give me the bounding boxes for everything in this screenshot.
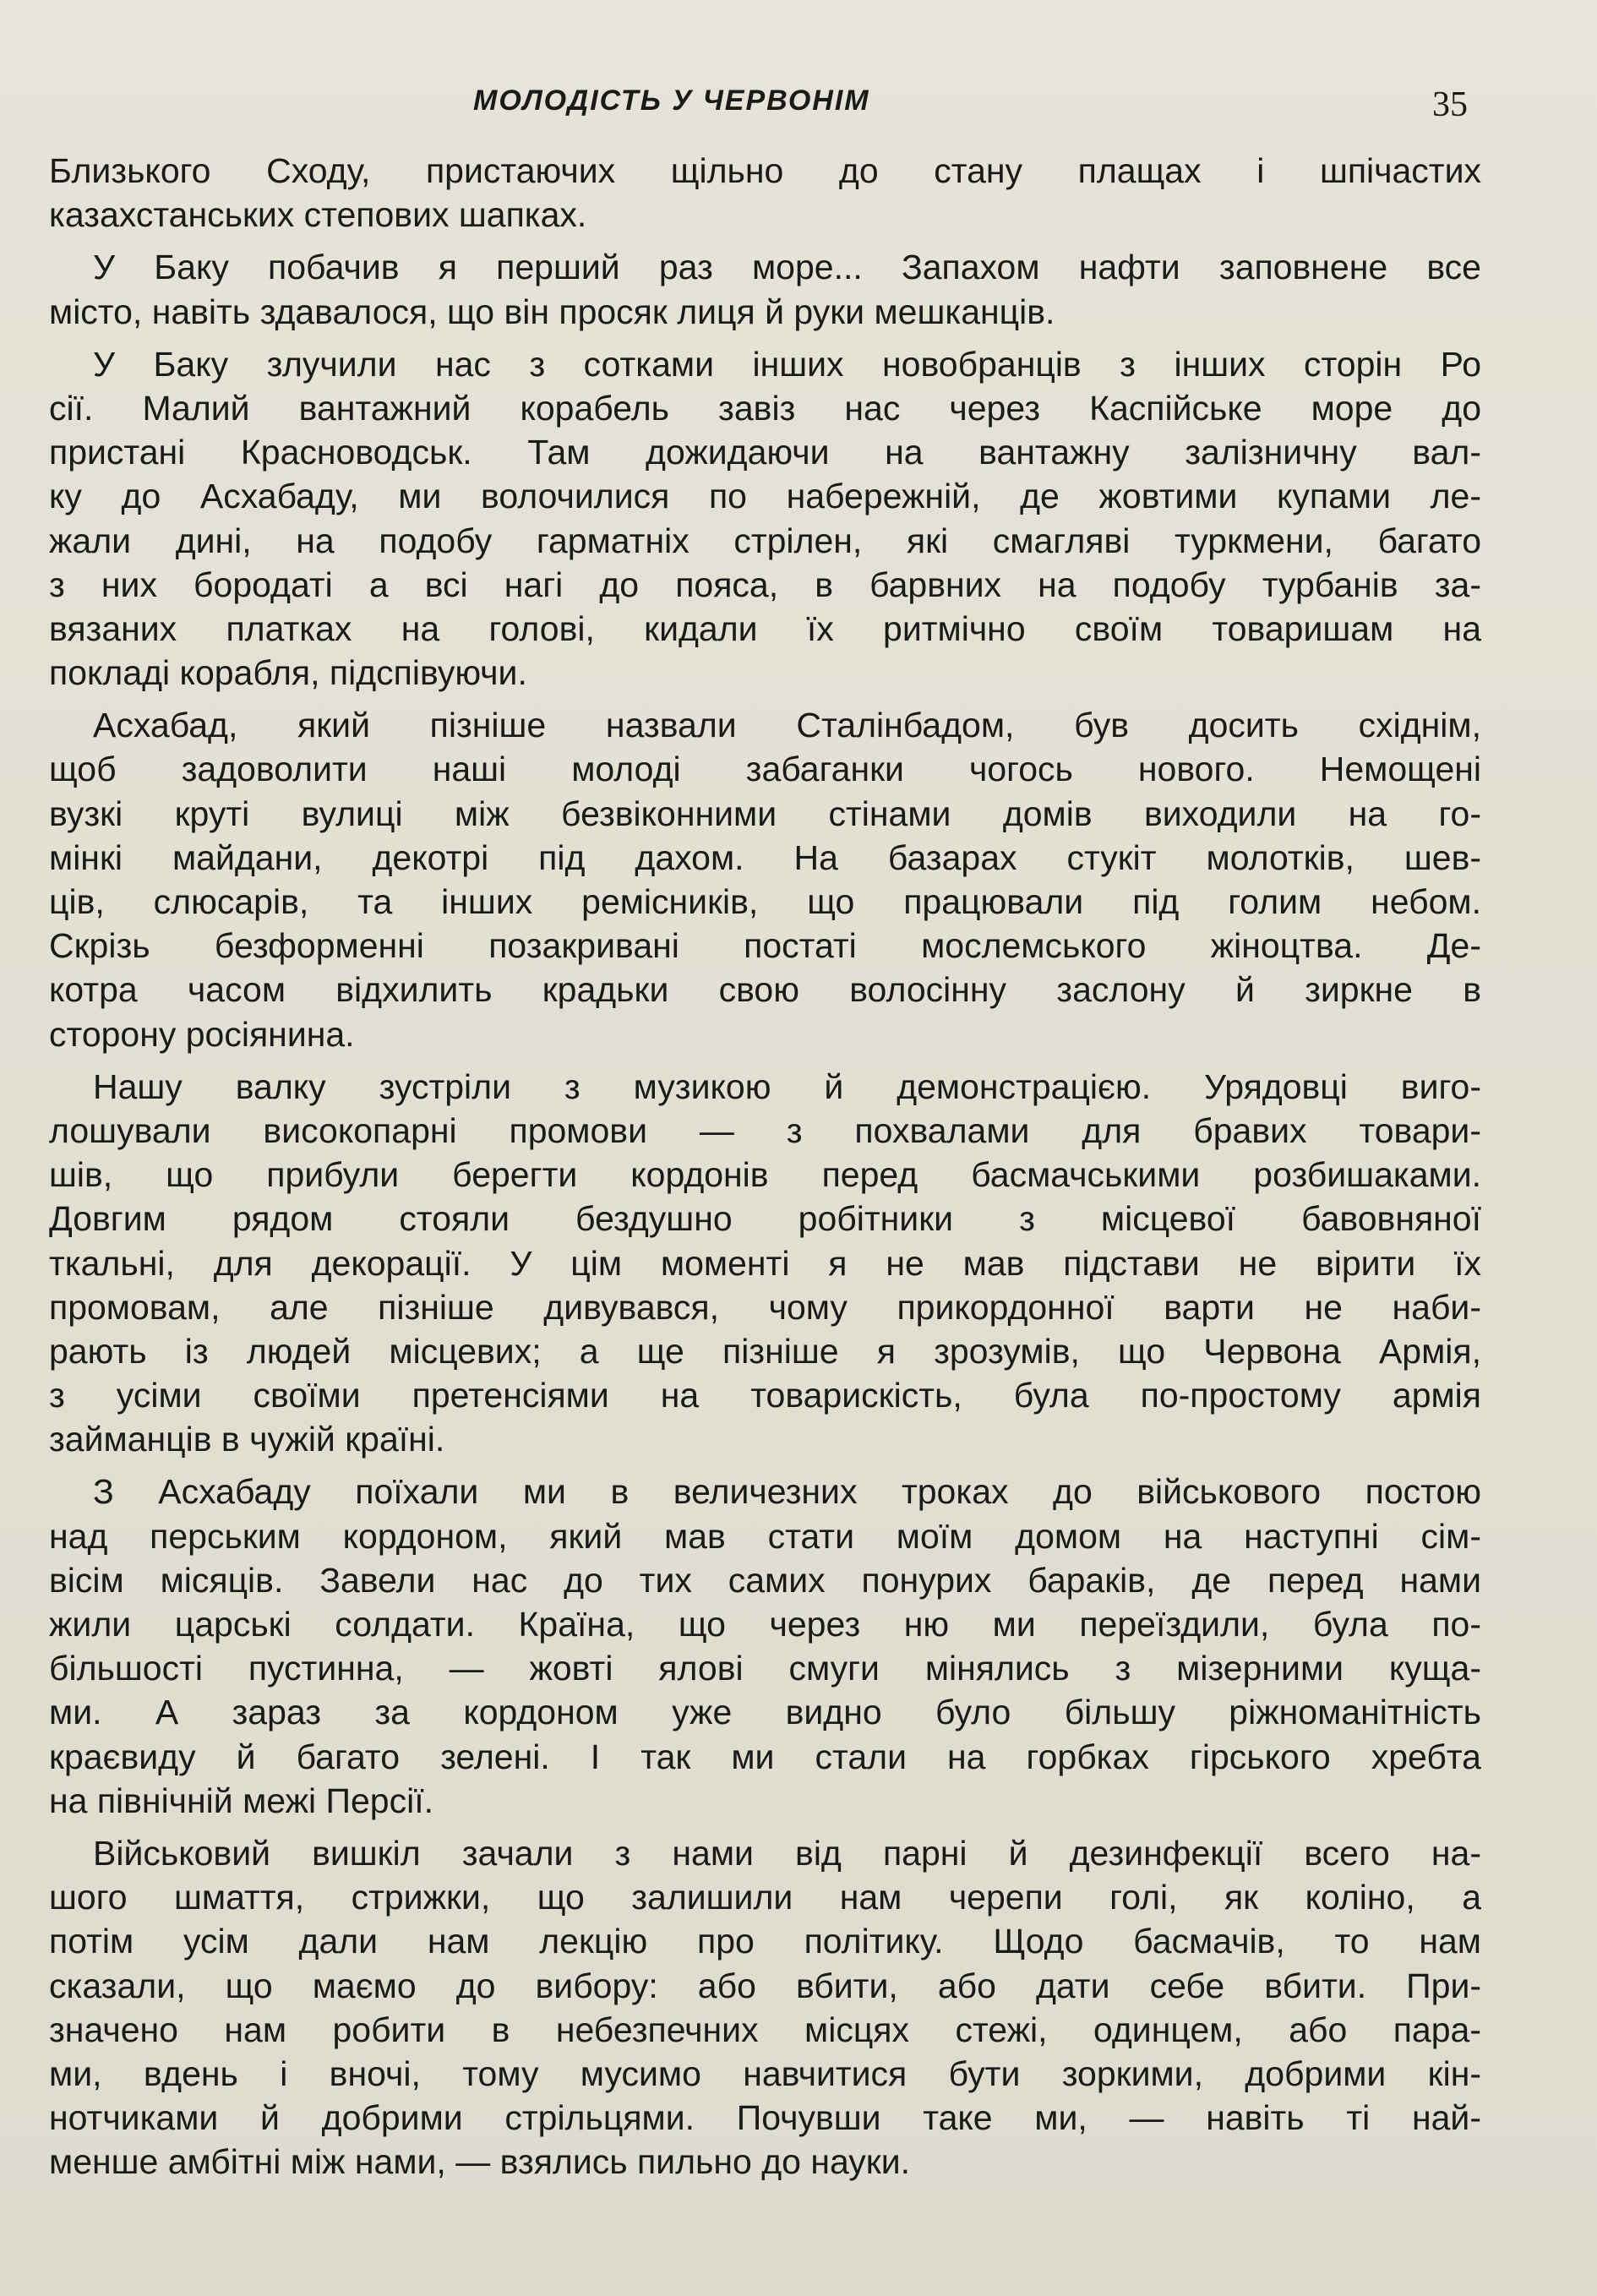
text-line: У Баку побачив я перший раз море... Запахом нафти заповнене все (93, 248, 1481, 287)
text-line: менше амбітні між нами, — взялись пильно до науки. (49, 2142, 911, 2182)
page-number: 35 (1432, 85, 1468, 124)
paragraph (49, 149, 1481, 237)
text-line: ку до Асхабаду, ми волочилися по набережній, де жовтими купами ле- (49, 477, 1481, 516)
text-line: сказали, що маємо до вибору: або вбити, або дати себе вбити. При- (49, 1966, 1481, 2005)
text-line: ців, слюсарів, та інших ремісників, що працювали під голим небом. (49, 882, 1481, 921)
paragraph-gap (49, 695, 1481, 703)
text-line: місто, навіть здавалося, що він просяк лиця й руки мешканців. (49, 292, 1055, 331)
text-line: шів, що прибули берегти кордонів перед басмачськими розбишаками. (49, 1155, 1481, 1195)
text-line: Нашу валку зустріли з музикою й демонстрацією. Урядовці виго- (93, 1066, 1481, 1106)
text-line: вузкі круті вулиці між безвіконними стінами домів виходили на го- (49, 794, 1481, 833)
text-line: Близького Сходу, пристаючих щільно до стану плащах і шпічастих (49, 151, 1481, 190)
text-line: сторону росіянина. (49, 1014, 355, 1054)
paragraph-gap (49, 1823, 1481, 1831)
text-line: Військовий вишкіл зачали з нами від парні й дезинфекції всего на- (93, 1833, 1481, 1873)
paragraph-gap (49, 334, 1481, 342)
text-line: ткальні, для декорації. У цім моменті я не мав підстави не вірити їх (49, 1243, 1481, 1283)
text-line: потім усім дали нам лекцію про політику. Щодо басмачів, то нам (49, 1922, 1481, 1961)
running-title: МОЛОДІСТЬ У ЧЕРВОНІМ (473, 85, 870, 117)
text-line: З Асхабаду поїхали ми в величезних троках до військового постою (93, 1472, 1481, 1512)
text-line: мінкі майдани, декотрі під дахом. На базарах стукіт молотків, шев- (49, 837, 1481, 877)
body-text (49, 149, 1481, 2184)
text-line: сії. Малий вантажний корабель завіз нас через Каспійське море до (49, 388, 1481, 428)
text-line: з усіми своїми претенсіями на товарискість, була по-простому армія (49, 1376, 1481, 1415)
text-line: ми. А зараз за кордоном уже видно було більшу ріжноманітність (49, 1693, 1481, 1732)
text-line: нотчиками й добрими стрільцями. Почувши таке ми, — навіть ті най- (49, 2098, 1481, 2138)
text-line: з них бородаті а всі нагі до пояса, в барвних на подобу турбанів за- (49, 564, 1481, 604)
text-line: жили царські солдати. Країна, що через ню ми переїздили, була по- (49, 1605, 1481, 1644)
text-line: рають із людей місцевих; а ще пізніше я зрозумів, що Червона Армія, (49, 1331, 1481, 1371)
text-line: Асхабад, який пізніше назвали Сталінбадом, був досить східнім, (93, 706, 1481, 745)
text-line: шого шмаття, стрижки, що залишили нам черепи голі, як коліно, а (49, 1878, 1481, 1917)
text-line: Скрізь безформенні позакривані постаті мослемського жіноцтва. Де- (49, 926, 1481, 966)
paragraph-gap (49, 237, 1481, 245)
text-line: У Баку злучили нас з сотками інших новобранців з інших сторін Ро (93, 344, 1481, 384)
paragraph-gap (49, 1056, 1481, 1065)
paragraph-gap (49, 1461, 1481, 1470)
paragraph (49, 1065, 1481, 1462)
text-line: вісім місяців. Завели нас до тих самих понурих бараків, де перед нами (49, 1560, 1481, 1600)
text-line: займанців в чужій країні. (49, 1420, 445, 1459)
paragraph (49, 1470, 1481, 1823)
paragraph (49, 342, 1481, 695)
paragraph (49, 1831, 1481, 2184)
text-line: над перським кордоном, який мав стати моїм домом на наступні сім- (49, 1516, 1481, 1556)
text-line: ми, вдень і вночі, тому мусимо навчитися бути зоркими, добрими кін- (49, 2053, 1481, 2093)
text-line: Довгим рядом стояли бездушно робітники з місцевої бавовняної (49, 1199, 1481, 1239)
text-line: на північній межі Персії. (49, 1781, 434, 1820)
text-line: пристані Красноводськ. Там дожидаючи на вантажну залізничну вал- (49, 433, 1481, 472)
text-line: більшості пустинна, — жовті ялові смуги мінялись з мізерними куща- (49, 1649, 1481, 1688)
paragraph (49, 245, 1481, 333)
paragraph (49, 703, 1481, 1056)
text-line: жали дині, на подобу гарматніх стрілен, які смагляві туркмени, багато (49, 521, 1481, 560)
text-line: краєвиду й багато зелені. І так ми стали на горбках гірського хребта (49, 1737, 1481, 1776)
text-line: покладі корабля, підспівуючи. (49, 653, 527, 693)
text-line: казахстанських степових шапках. (49, 195, 587, 235)
text-line: промовам, але пізніше дивувався, чому прикордонної варти не наби- (49, 1287, 1481, 1327)
text-line: вязаних платках на голові, кидали їх ритмічно своїм товаришам на (49, 608, 1481, 648)
text-line: значено нам робити в небезпечних місцях стежі, одинцем, або пара- (49, 2010, 1481, 2049)
text-line: щоб задоволити наші молоді забаганки чогось нового. Немощені (49, 750, 1481, 789)
running-head (0, 85, 1597, 135)
text-line: котра часом відхилить крадьки свою волосінну заслону й зиркне в (49, 970, 1481, 1010)
text-line: лошували високопарні промови — з похвалами для бравих товари- (49, 1110, 1481, 1150)
